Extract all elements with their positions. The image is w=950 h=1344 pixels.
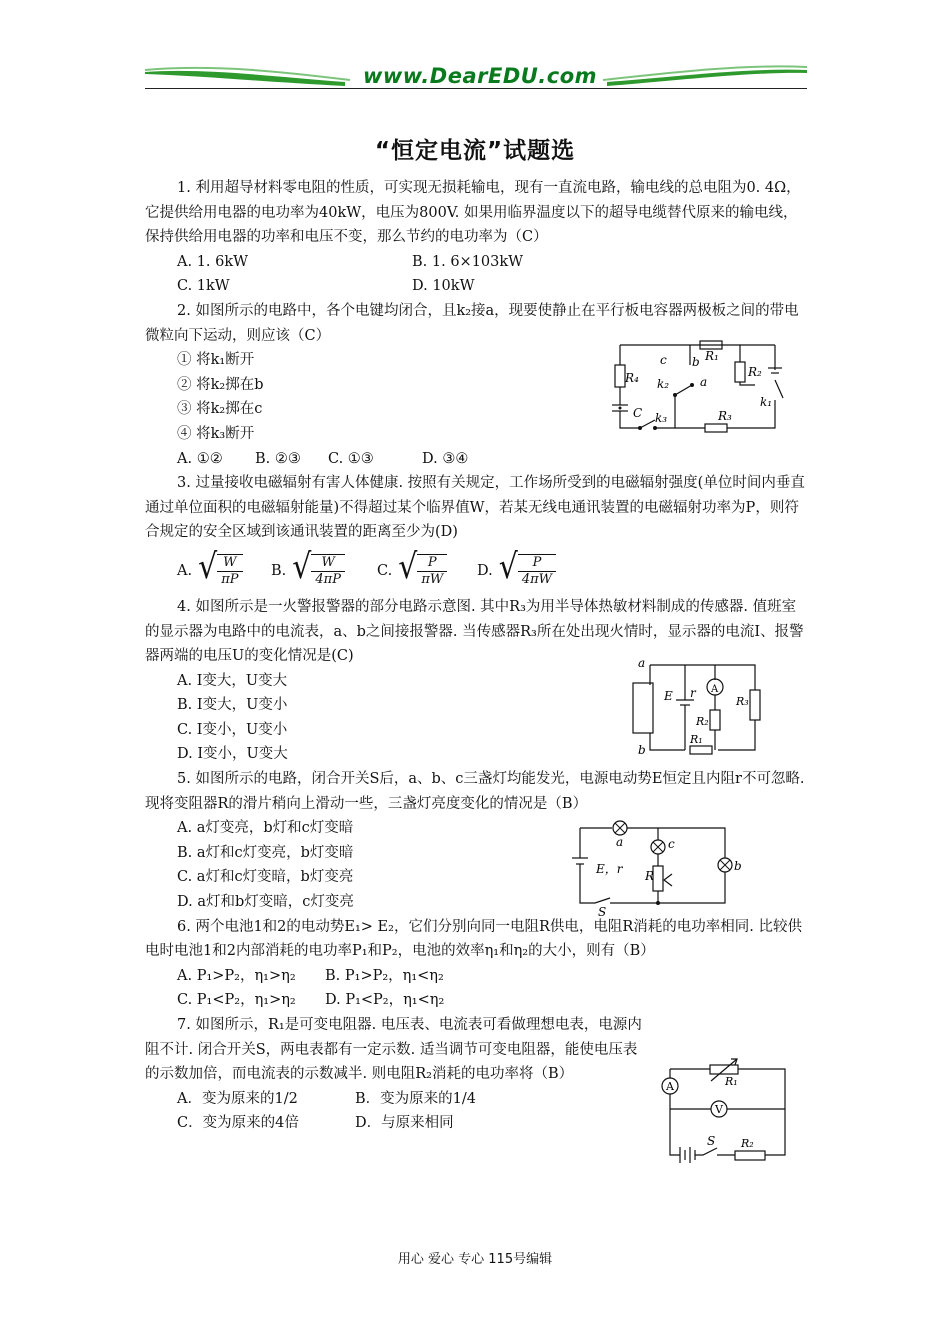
q2-fig-label-k1: k₁: [760, 395, 773, 409]
q3-a-den: πP: [217, 571, 242, 588]
q2-option-c: C. ①③: [328, 450, 374, 467]
q2-fig-label-cap: C: [633, 406, 643, 420]
q3-option-c-label: C.: [377, 562, 393, 579]
q1-options-row1: [145, 250, 807, 275]
q2-fig-label-r3: R₃: [718, 409, 732, 423]
q2-item-1: ① 将k₁断开: [177, 352, 255, 369]
q5-stem: 5. 如图所示的电路，闭合开关S后，a、b、c三盏灯均能发光，电源电动势E恒定且内阻r不可忽略. 现将变阻器R的滑片稍向上滑动一些，三盏灯亮度变化的情况是（B）: [145, 771, 805, 812]
q7-fig-label-r2: R₂: [741, 1137, 754, 1150]
q3-option-d-label: D.: [477, 562, 493, 579]
q7-fig-label-voltmeter: V: [715, 1103, 723, 1116]
q4-circuit-figure: [630, 655, 770, 760]
site-header: [145, 62, 807, 96]
q4-fig-label-r3: R₃: [736, 695, 749, 708]
q7-option-d: D．与原来相同: [355, 1115, 454, 1132]
q4-option-d: D. I变小，U变大: [177, 746, 288, 763]
site-logo[interactable]: www.DearEDU.com: [362, 64, 598, 88]
q4-fig-label-b: b: [638, 743, 646, 757]
q7-option-b: B．变为原来的1/4: [355, 1090, 476, 1107]
q4-fig-label-ammeter: A: [711, 684, 719, 695]
q3-stem: 3. 过量接收电磁辐射有害人体健康. 按照有关规定，工作场所受到的电磁辐射强度(单位时间内垂直通过单位面积的电磁辐射能量)不得超过某个临界值W，若某无线电通讯装置的电磁辐射功率为P，则符合规定的安全区域到该通讯装置的距离至少为(D): [145, 475, 805, 541]
q2-fig-label-k2: k₂: [657, 377, 670, 391]
q6-options-row1: [145, 964, 807, 989]
q2-fig-label-k3: k₃: [655, 411, 668, 425]
q7-option-c: C．变为原来的4倍: [177, 1115, 299, 1132]
q2-fig-label-c: c: [660, 353, 667, 367]
q3-c-den: πW: [417, 571, 447, 588]
q1-option-d: D. 10kW: [412, 278, 475, 295]
q6-option-d: D. P₁<P₂，η₁<η₂: [325, 992, 445, 1009]
q5-fig-label-c: c: [668, 837, 675, 851]
header-rule: [145, 88, 807, 89]
q5-option-b: B. a灯和c灯变亮，b灯变暗: [177, 844, 354, 861]
q3-option-d: D. √ $\frac{P}{4\pi W}$: [477, 551, 556, 592]
q3-b-num: W: [321, 554, 335, 570]
q2-option-d: D. ③④: [422, 450, 469, 467]
q2-fig-label-r2: R₂: [748, 365, 762, 379]
q4-option-a: A. I变大，U变大: [177, 672, 288, 689]
q3-option-b: B. √ $\frac{W}{4\pi P}$: [271, 551, 345, 592]
q4-stem: 4. 如图所示是一火警报警器的部分电路示意图. 其中R₃为用半导体热敏材料制成的传感器. 值班室的显示器为电路中的电流表，a、b之间接报警器. 当传感器R₃所在处出现火情时，显示器的电流I、报警器两端的电压U的变化情况是(C): [145, 598, 804, 665]
q2-option-a: A. ①②: [177, 450, 223, 467]
q4-fig-label-e: E: [664, 689, 673, 703]
q3-option-c: C. √ $\frac{P}{\pi W}$: [377, 551, 447, 592]
q6-options-row2: [145, 988, 807, 1013]
q3-d-den: 4πW: [518, 571, 556, 588]
q1-option-a: A. 1. 6kW: [177, 253, 249, 270]
q3-c-num: P: [427, 554, 437, 570]
q5-fig-label-a: a: [616, 835, 624, 849]
q4-option-b: B. I变大，U变小: [177, 697, 288, 714]
q5-circuit-figure: [570, 818, 760, 918]
q5-fig-label-b: b: [734, 859, 742, 873]
q5-fig-label-r: R: [645, 869, 655, 883]
q3-d-num: P: [532, 554, 542, 570]
q7-option-a: A．变为原来的1/2: [177, 1090, 298, 1107]
q2-fig-label-a: a: [700, 375, 708, 389]
q6-option-c: C. P₁<P₂，η₁>η₂: [177, 992, 296, 1009]
q7-fig-label-ammeter: A: [666, 1080, 674, 1093]
q6-stem: 6. 两个电池1和2的电动势E₁> E₂，它们分别向同一电阻R供电，电阻R消耗的电功率相同. 比较供电时电池1和2内部消耗的电功率P₁和P₂，电池的效率η₁和η₂的大小，则有（B）: [145, 918, 802, 960]
q3-option-b-label: B.: [271, 562, 287, 579]
q6-option-b: B. P₁>P₂，η₁<η₂: [325, 967, 444, 984]
q2-item-3: ③ 将k₂掷在c: [177, 401, 263, 418]
q2-fig-label-r1: R₁: [705, 349, 719, 363]
q7-circuit-figure: [655, 1055, 795, 1167]
q2-options: [145, 447, 807, 472]
q4-fig-label-r1: R₁: [690, 733, 703, 746]
q4-option-c: C. I变小，U变小: [177, 721, 288, 738]
page-title: “恒定电流”试题选: [374, 138, 576, 164]
q2-circuit-figure: [600, 340, 785, 440]
q5-fig-label-s: S: [598, 905, 607, 918]
page-footer: 用心 爱心 专心 115号编辑: [397, 1252, 553, 1267]
q2-item-2: ② 将k₂掷在b: [177, 376, 264, 393]
q1-option-b: B. 1. 6×103kW: [412, 253, 524, 270]
q6-option-a: A. P₁>P₂，η₁>η₂: [177, 967, 296, 984]
q3-option-a: A. √ $\frac{W}{\pi P}$: [177, 551, 243, 592]
q5-fig-label-er: E，r: [596, 862, 623, 876]
q5-option-a: A. a灯变亮，b灯和c灯变暗: [177, 820, 354, 837]
q2-fig-label-r4: R₄: [625, 371, 639, 385]
q1-option-c: C. 1kW: [177, 278, 230, 295]
q7-fig-label-r1: R₁: [725, 1075, 738, 1088]
q2-option-b: B. ②③: [255, 450, 301, 467]
q1-stem: 1. 利用超导材料零电阻的性质，可实现无损耗输电，现有一直流电路，输电线的总电阻为0. 4Ω，它提供给用电器的电功率为40kW，电压为800V. 如果用临界温度以下的超导电缆替代原来的输电线，保持供给用电器的功率和电压不变，那么节约的电功率为（C）: [145, 180, 801, 246]
q1-options-row2: [145, 274, 807, 299]
q5-option-c: C. a灯和c灯变暗，b灯变亮: [177, 869, 354, 886]
q2-item-4: ④ 将k₃断开: [177, 425, 255, 442]
q4-fig-label-r2: R₂: [696, 715, 709, 728]
q7-stem: 7. 如图所示，R₁是可变电阻器. 电压表、电流表可看做理想电表，电源内阻不计. 闭合开关S，两电表都有一定示数. 适当调节可变电阻器，能使电压表的示数加倍，而电流表的示数减半. 则电阻R₂消耗的电功率将（B）: [145, 1017, 642, 1083]
q7-fig-label-s: S: [707, 1134, 716, 1148]
q4-fig-label-r: r: [690, 686, 696, 700]
q3-options: [145, 545, 807, 595]
q3-b-den: 4πP: [311, 571, 345, 588]
q2-fig-label-b: b: [692, 355, 700, 369]
q5-option-d: D. a灯和b灯变暗，c灯变亮: [177, 894, 354, 911]
q2-stem: 2. 如图所示的电路中，各个电键均闭合，且k₂接a，现要使静止在平行板电容器两极板之间的带电微粒向下运动，则应该（C）: [145, 302, 799, 344]
q4-fig-label-a: a: [638, 656, 646, 670]
q3-option-a-label: A.: [177, 562, 193, 579]
q3-a-num: W: [223, 554, 237, 570]
